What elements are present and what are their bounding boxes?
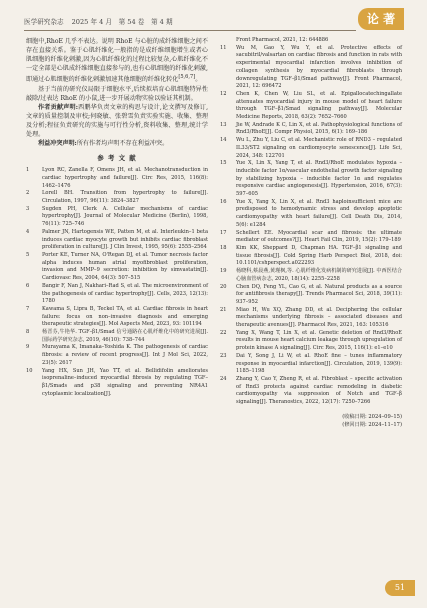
body-paragraph-1: 细胞中,RhoE 几乎不表达。说明 RhoE 与心脏的成纤维细胞之间不存在直接关系。鉴于心肌纤维化一般指的是成纤维细胞增生或者心肌细胞的纤维化刺激,因为心肌纤维化的过程比较复杂,心肌纤维化不一定全部是心肌成纤维细胞直接参与的,也有心肌细胞的纤维化刺激,即通过心肌细胞的纤维化刺激加速其他细胞的纤维化转化[5,6,7]。 xyxy=(26,38,208,84)
section-badge: 论 著 xyxy=(358,8,404,30)
received-dates xyxy=(220,413,402,429)
reference-item xyxy=(220,230,402,245)
reference-text: Palmer JN, Hartogensis WE, Patten M, et al. Interleukin–1 beta induces cardiac myocyte growth but inhibits cardiac fibroblast proliferation in culture[J]. J Clin Invest, 1995, 95(6): 2555–2564 xyxy=(42,228,208,251)
left-column xyxy=(26,37,208,398)
reference-number: 2 xyxy=(26,190,30,197)
received-date: (收稿日期: 2024–09–15) xyxy=(342,413,402,420)
reference-text: Lorell BH. Transition from hypertrophy to failure[J]. Circulation, 1997, 96(11): 3824–3827 xyxy=(42,190,208,205)
reference-item xyxy=(26,229,208,252)
reference-item xyxy=(26,283,208,306)
reference-number: 23 xyxy=(220,352,227,359)
reference-text: Chen DQ, Feng YL, Cao G, et al. Natural products as a source for antifibrosis therapy[J]. Trends Pharmacol Sci, 2018, 39(11): 937–952 xyxy=(236,283,402,305)
reference-text: Sugden PH, Clerk A. Cellular mechanisms of cardiac hypertrophy[J]. Journal of Molecular Medicine (Berlin), 1998, 76(11): 725–746 xyxy=(42,205,208,228)
reference-text: 杨晋芬,牛艳华. TGF–β1/Smad 信号通路在心肌纤维化中的研究进展[J]. 国际药学研究杂志, 2019, 46(10): 738–744 xyxy=(42,329,208,343)
reference-text: Zhang Y, Cao Y, Zheng R, et al. Fibroblast – specific activation of Rnd3 protects against cardiac remodeling in diabetic cardiomyopathy via suppression of Notch and TGF–β signaling[J]. Theranostics, 2022, 12(17): 7250–7266 xyxy=(236,375,402,406)
reference-item xyxy=(26,252,208,283)
reference-item xyxy=(220,307,402,330)
reference-text: Yang HX, Sun JH, Yao TT, et al. Bellidifolin ameliorates isoprenaline–induced myocardial fibrosis by regulating TGF–β1/Smads and p38 signaling and preventing NR4A1 cytoplasmic localization[J]. xyxy=(42,367,208,397)
body-paragraph-2: 基于当前的研究仪局限于细胞水平,后续拟培育心肌细胞特异性敲除/过表达 RhoE 的小鼠,进一步开展动物实验以验证其机制。 xyxy=(26,85,208,102)
reference-text: Murayama K, Imanaka–Yoshida K. The pathogenesis of cardiac fibrosis: a review of recent progress[J]. Int J Mol Sci, 2022, 23(5): 2617 xyxy=(42,344,208,366)
reference-number: 14 xyxy=(220,137,227,144)
conflict-statement xyxy=(26,139,208,148)
reference-number: 21 xyxy=(220,306,227,313)
reference-number: 9 xyxy=(26,344,30,351)
reference-list-left xyxy=(26,167,208,398)
reference-number: 5 xyxy=(26,251,30,258)
reference-text: Wu L, Zhu Y, Liu C, et al. Mechanistic role of RND3 – regulated IL33/ST2 signaling on cardiomyocyte senescence[J]. Life Sci, 2024, 348: 122701 xyxy=(236,137,402,159)
reference-number: 13 xyxy=(220,121,227,128)
reference-text: Yang X, Wang T, Lin X, et al. Genetic deletion of Rnd3/RhoE results in mouse heart calcium leakage through upregulation of protein kinase A signaling[J]. Circ Res, 2015, 116(1): e1–e10 xyxy=(236,329,402,352)
reference-number: 1 xyxy=(26,167,30,174)
reference-number: 18 xyxy=(220,244,227,251)
reference-number: 22 xyxy=(220,329,227,336)
reference-item xyxy=(220,160,402,199)
reference-item xyxy=(26,344,208,367)
reference-number: 15 xyxy=(220,160,227,167)
reference-item xyxy=(26,306,208,329)
reference-text: Wu M, Gao Y, Wu Y, et al. Protective effects of sacubitril/valsartan on cardiac fibrosis and function in rats with experimental myocardial infarction involves inhibition of collagen synthesis by myocardial fibroblasts through downregulating TGF–β1/Smad pathway[J]. Front Pharmacol, 2021, 12: 696472 xyxy=(236,44,402,90)
reference-text: Yue X, Yang X, Lin X, et al. Rnd3 haploinsufficient mice are predisposed to hemodynamic stress and develop apoptotic cardiomyopathy with heart failure[J]. Cell Death Dis, 2014, 5(6): e1284 xyxy=(236,198,402,228)
reference-item xyxy=(26,167,208,190)
reference-text: Chen K, Chen W, Liu SL, et al. Epigallocatechingallate attenuates myocardial injury in mouse model of heart failure through TGF–β1/Smad signaling pathway[J]. Molecular Medicine Reports, 2018, 63(2): 7652–7660 xyxy=(236,90,402,121)
contribution-text: 西鹏华负责文章的构思与设计,论文撰写及修订,文章的质量控制及审校;何晓敏、张碧雪负责实验实施、收集、整理及分析;程征负责研究的实施与可行性分析,资料收集、整理,统计学处理。 xyxy=(26,103,209,138)
reference-item xyxy=(220,199,402,230)
conflict-label: 利益冲突声明: xyxy=(38,140,77,148)
reference-item xyxy=(220,353,402,376)
reference-text: Lyon RC, Zanella F, Omens JH, et al. Mechanotransduction in cardiac hypertrophy and failure[J]. Circ Res, 2015, 116(8): 1462–1476 xyxy=(42,167,208,189)
reference-number: 19 xyxy=(220,268,227,275)
reference-number: 8 xyxy=(26,329,30,336)
reference-item xyxy=(220,245,402,268)
conflict-text: 所有作者均声明不存在利益冲突。 xyxy=(76,140,169,148)
revised-date: (修回日期: 2024–11–17) xyxy=(342,421,402,428)
reference-number: 3 xyxy=(26,205,30,212)
header-divider xyxy=(24,30,356,31)
reference-number: 16 xyxy=(220,198,227,205)
reference-text: Dai Y, Song J, Li W, et al. RhoE fine – tunes inflammatory response in myocardial infarction[J]. Circulation, 2019, 139(9): 1185–1198 xyxy=(236,352,402,375)
page-header xyxy=(24,14,404,28)
reference-number: 24 xyxy=(220,375,227,382)
reference-number: 12 xyxy=(220,90,227,97)
reference-text: Miao H, Wu XQ, Zhang DD, et al. Deciphering the cellular mechanisms underlying fibrosis – associated diseases and therapeutic avenues[J]. Pharmacol Res, 2021, 163: 105316 xyxy=(236,306,402,329)
reference-list-right xyxy=(220,45,402,407)
reference-number: 7 xyxy=(26,305,30,312)
reference-item xyxy=(220,284,402,307)
reference-item xyxy=(220,122,402,137)
reference-text: Jie W, Andrade K C, Lin X, et al. Pathophysiological functions of Rnd3/RhoE[J]. Compr Physiol, 2015, 6(1): 169–186 xyxy=(236,121,402,136)
reference-number: 11 xyxy=(220,44,227,51)
reference-text: Schellert EE. Myocardial scar and fibrosis: the ultimate mediator of outcomes?[J]. Heart Fail Clin, 2019, 15(2): 179–189 xyxy=(236,229,402,244)
reference-item xyxy=(26,368,208,399)
references-heading: 参 考 文 献 xyxy=(97,154,137,163)
page-number: 51 xyxy=(385,580,415,596)
reference-continuation: Front Pharmacol, 2021, 12: 644886 xyxy=(236,37,329,43)
reference-item xyxy=(220,45,402,91)
reference-item xyxy=(26,329,208,344)
reference-number: 20 xyxy=(220,283,227,290)
journal-name: 医学研究杂志 xyxy=(24,18,64,26)
reference-item xyxy=(26,206,208,229)
reference-text: Yue X, Lin X, Yang T, et al. Rnd3/RhoE modulates hypoxia – inducible factor 1α/vascular endothelial growth factor signaling by stabilizing hypoxia – inducible factor 1α and regulates responsive cardiac angiogenesis[J]. Hypertension, 2016, 67(3): 597–605 xyxy=(236,160,402,198)
reference-text: Kim KK, Sheppard D, Chapman HA. TGF–β1 signaling and tissue fibrosis[J]. Cold Spring Harb Perspect Biol, 2018, doi: 10.1101/cshperspect.a022293 xyxy=(236,244,402,267)
reference-text: Kawama S, Lipra B, Teckel TA, et al. Cardiac fibrosis in heart failure: focus on non–invasive diagnosis and emerging therapeutic strategies[J]. Mol Aspects Med, 2023, 93: 101194 xyxy=(42,305,208,328)
contribution-label: 作者贡献声明: xyxy=(38,103,78,111)
reference-item xyxy=(220,376,402,407)
author-contribution xyxy=(26,103,208,139)
reference-number: 17 xyxy=(220,229,227,236)
reference-number: 6 xyxy=(26,282,30,289)
right-column xyxy=(220,37,402,429)
reference-item xyxy=(220,330,402,353)
issue-info: 2025 年 4 月 第 54 卷 第 4 期 xyxy=(71,18,173,26)
reference-item xyxy=(220,91,402,122)
reference-number: 4 xyxy=(26,228,30,235)
reference-text: Porter KE, Turner NA, O'Regan DJ, et al. Tumor necrosis factor alpha induces human atrial myofibroblast proliferation, invasion and MMP–9 secretion: inhibition by simvastatin[J]. Cardiovasc Res, 2004, 64(3): 507–515 xyxy=(42,251,208,282)
reference-text: 杨晓科,蔡晨燕,黄瑾枫,等. 心肌纤维化发病机制的研究进展[J]. 中西医结合心脑血管病杂志, 2020, 18(14): 2255–2258 xyxy=(236,268,402,282)
reference-item xyxy=(220,137,402,160)
reference-item xyxy=(26,190,208,205)
reference-text: Bangir F, Nan J, Nakhari–Rad S, et al. The microenvironment of the pathogenesis of cardiac hypertrophy[J]. Cells, 2023, 12(13): 1780 xyxy=(42,282,208,305)
reference-number: 10 xyxy=(26,367,33,374)
reference-item xyxy=(220,268,402,283)
